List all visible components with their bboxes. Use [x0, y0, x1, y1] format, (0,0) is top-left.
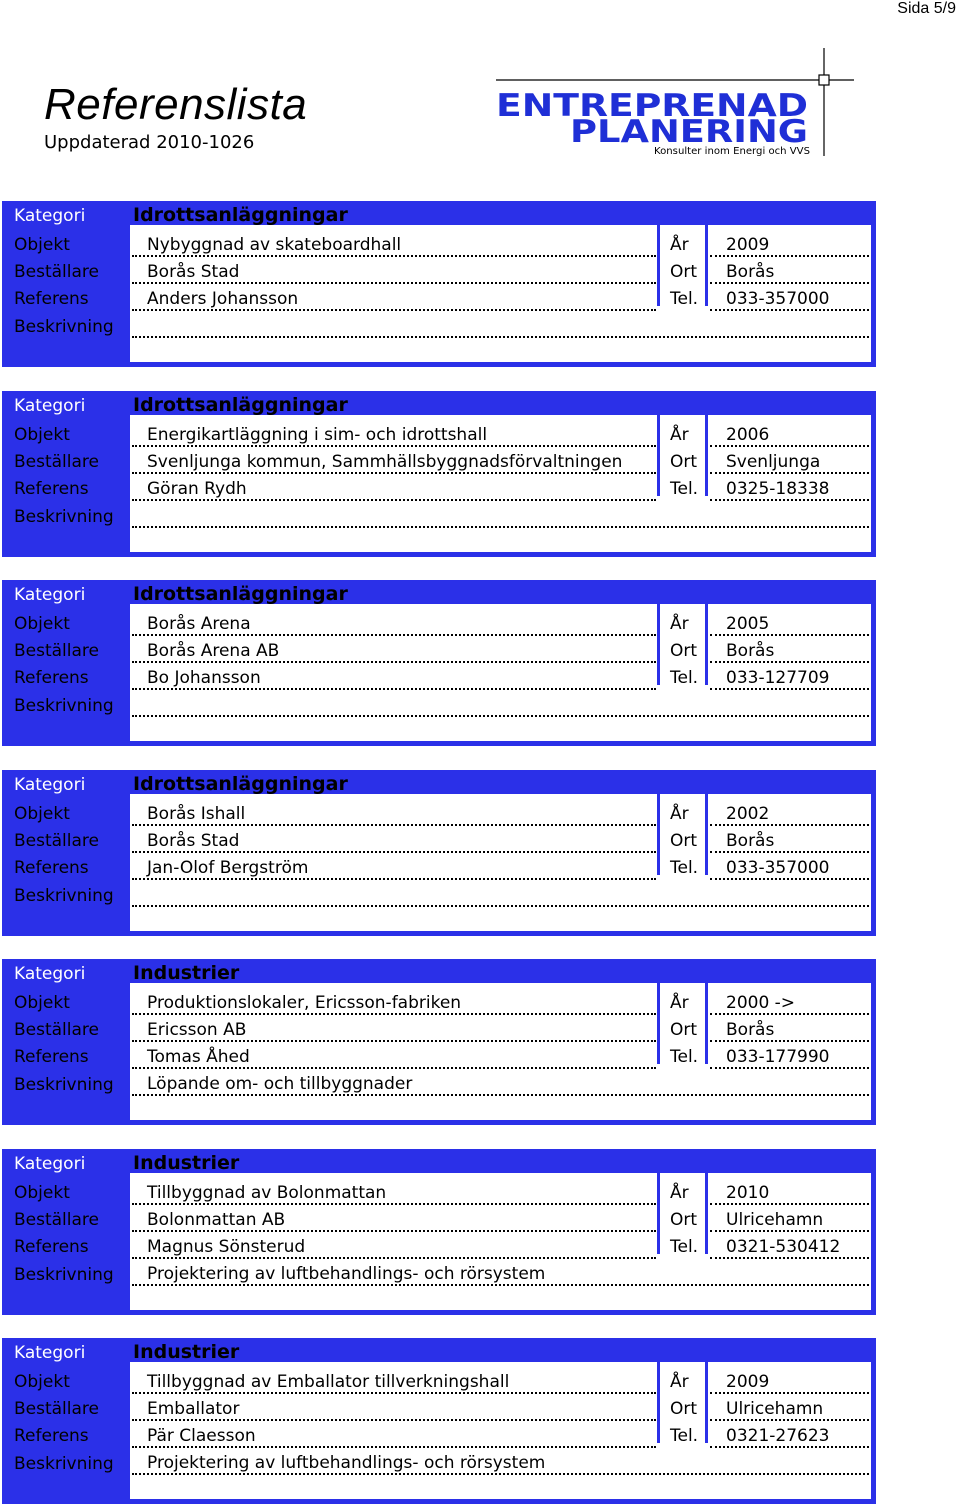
row-divider [710, 499, 869, 501]
label-beskrivning: Beskrivning [14, 1265, 114, 1285]
column-separator-right [705, 1173, 708, 1254]
column-separator-right [705, 415, 708, 496]
label-bestallare: Beställare [14, 452, 99, 472]
label-objekt: Objekt [14, 614, 70, 634]
row-divider [132, 688, 656, 690]
tel-value: 033-177990 [726, 1047, 830, 1067]
row-divider [710, 634, 869, 636]
row-divider [132, 255, 656, 257]
label-tel: Tel. [670, 668, 699, 688]
row-divider [132, 1284, 869, 1286]
kategori-value: Idrottsanläggningar [133, 773, 348, 795]
row-divider [132, 1473, 869, 1475]
label-ort: Ort [670, 452, 698, 472]
column-separator-left [657, 604, 660, 685]
row-divider [132, 634, 656, 636]
company-logo [494, 44, 864, 160]
referens-value: Magnus Sönsterud [147, 1237, 306, 1257]
logo-line2: PLANERING [570, 114, 808, 150]
column-separator-left [657, 794, 660, 875]
label-ar: År [670, 614, 689, 634]
referens-value: Anders Johansson [147, 289, 299, 309]
column-separator-right [705, 225, 708, 306]
row-divider [132, 715, 869, 717]
label-bestallare: Beställare [14, 1020, 99, 1040]
row-divider [132, 282, 656, 284]
objekt-value: Produktionslokaler, Ericsson-fabriken [147, 993, 462, 1013]
label-referens: Referens [14, 289, 89, 309]
label-kategori: Kategori [14, 1154, 86, 1174]
label-kategori: Kategori [14, 206, 86, 226]
referens-value: Bo Johansson [147, 668, 261, 688]
label-tel: Tel. [670, 1426, 699, 1446]
row-divider [710, 1040, 869, 1042]
label-objekt: Objekt [14, 235, 70, 255]
row-divider [132, 661, 656, 663]
column-separator-left [657, 1362, 660, 1443]
row-divider [132, 1067, 656, 1069]
reference-card-4 [2, 770, 876, 936]
label-ort: Ort [670, 1210, 698, 1230]
reference-card-1 [2, 201, 876, 367]
column-separator-right [705, 983, 708, 1064]
tel-value: 0325-18338 [726, 479, 830, 499]
ort-value: Ulricehamn [726, 1210, 824, 1230]
page-number: Sida 5/9 [897, 0, 956, 17]
kategori-value: Idrottsanläggningar [133, 204, 348, 226]
label-tel: Tel. [670, 858, 699, 878]
ar-value: 2009 [726, 235, 770, 255]
row-divider [710, 472, 869, 474]
objekt-value: Borås Ishall [147, 804, 246, 824]
row-divider [132, 905, 869, 907]
label-objekt: Objekt [14, 1183, 70, 1203]
row-divider [132, 526, 869, 528]
label-tel: Tel. [670, 289, 699, 309]
column-separator-left [657, 225, 660, 306]
label-beskrivning: Beskrivning [14, 886, 114, 906]
label-objekt: Objekt [14, 804, 70, 824]
bestallare-value: Borås Stad [147, 831, 240, 851]
tel-value: 0321-27623 [726, 1426, 830, 1446]
bestallare-value: Borås Stad [147, 262, 240, 282]
label-ar: År [670, 235, 689, 255]
ort-value: Borås [726, 831, 775, 851]
label-ar: År [670, 1372, 689, 1392]
row-divider [132, 1257, 656, 1259]
row-divider [710, 445, 869, 447]
label-ar: År [670, 1183, 689, 1203]
referens-value: Jan-Olof Bergström [147, 858, 309, 878]
label-beskrivning: Beskrivning [14, 1075, 114, 1095]
reference-card-6 [2, 1149, 876, 1315]
objekt-value: Energikartläggning i sim- och idrottshall [147, 425, 488, 445]
row-divider [132, 336, 869, 338]
row-divider [710, 1230, 869, 1232]
ar-value: 2009 [726, 1372, 770, 1392]
row-divider [132, 1392, 656, 1394]
objekt-value: Nybyggnad av skateboardhall [147, 235, 402, 255]
logo-tagline: Konsulter inom Energi och VVS [654, 146, 810, 157]
bestallare-value: Borås Arena AB [147, 641, 280, 661]
label-kategori: Kategori [14, 396, 86, 416]
label-tel: Tel. [670, 1237, 699, 1257]
ort-value: Ulricehamn [726, 1399, 824, 1419]
logo-line1: ENTREPRENAD [496, 88, 808, 124]
label-bestallare: Beställare [14, 262, 99, 282]
row-divider [710, 282, 869, 284]
row-divider [132, 1446, 656, 1448]
label-bestallare: Beställare [14, 641, 99, 661]
label-referens: Referens [14, 1237, 89, 1257]
row-divider [132, 1013, 656, 1015]
row-divider [132, 1203, 656, 1205]
reference-card-5 [2, 959, 876, 1125]
label-referens: Referens [14, 668, 89, 688]
row-divider [132, 445, 656, 447]
label-objekt: Objekt [14, 1372, 70, 1392]
kategori-value: Idrottsanläggningar [133, 583, 348, 605]
label-referens: Referens [14, 1047, 89, 1067]
label-tel: Tel. [670, 479, 699, 499]
ar-value: 2002 [726, 804, 770, 824]
kategori-value: Industrier [133, 1341, 240, 1363]
label-referens: Referens [14, 858, 89, 878]
row-divider [132, 499, 656, 501]
row-divider [710, 255, 869, 257]
kategori-value: Idrottsanläggningar [133, 394, 348, 416]
column-separator-left [657, 983, 660, 1064]
column-separator-right [705, 604, 708, 685]
bestallare-value: Ericsson AB [147, 1020, 247, 1040]
row-divider [710, 1013, 869, 1015]
label-ar: År [670, 993, 689, 1013]
row-divider [132, 878, 656, 880]
label-objekt: Objekt [14, 993, 70, 1013]
referens-value: Pär Claesson [147, 1426, 256, 1446]
ar-value: 2006 [726, 425, 770, 445]
ar-value: 2010 [726, 1183, 770, 1203]
row-divider [710, 661, 869, 663]
reference-card-3 [2, 580, 876, 746]
row-divider [710, 1257, 869, 1259]
page-subtitle: Uppdaterad 2010-1026 [44, 132, 255, 153]
tel-value: 033-357000 [726, 858, 830, 878]
kategori-value: Industrier [133, 1152, 240, 1174]
row-divider [710, 1203, 869, 1205]
tel-value: 033-357000 [726, 289, 830, 309]
label-referens: Referens [14, 1426, 89, 1446]
label-kategori: Kategori [14, 964, 86, 984]
label-tel: Tel. [670, 1047, 699, 1067]
reference-card-7 [2, 1338, 876, 1504]
referens-value: Göran Rydh [147, 479, 247, 499]
ort-value: Borås [726, 262, 775, 282]
label-ort: Ort [670, 641, 698, 661]
row-divider [132, 1094, 869, 1096]
reference-card-2 [2, 391, 876, 557]
label-referens: Referens [14, 479, 89, 499]
tel-value: 033-127709 [726, 668, 830, 688]
label-ar: År [670, 425, 689, 445]
row-divider [710, 1419, 869, 1421]
objekt-value: Tillbyggnad av Bolonmattan [147, 1183, 387, 1203]
label-ort: Ort [670, 1020, 698, 1040]
label-bestallare: Beställare [14, 1399, 99, 1419]
kategori-value: Industrier [133, 962, 240, 984]
column-separator-right [705, 794, 708, 875]
row-divider [710, 824, 869, 826]
row-divider [710, 1392, 869, 1394]
label-bestallare: Beställare [14, 831, 99, 851]
label-ort: Ort [670, 1399, 698, 1419]
referens-value: Tomas Åhed [147, 1047, 250, 1067]
column-separator-left [657, 415, 660, 496]
row-divider [132, 1040, 656, 1042]
row-divider [710, 688, 869, 690]
row-divider [132, 824, 656, 826]
label-ort: Ort [670, 262, 698, 282]
column-separator-left [657, 1173, 660, 1254]
label-bestallare: Beställare [14, 1210, 99, 1230]
label-beskrivning: Beskrivning [14, 1454, 114, 1474]
row-divider [132, 851, 656, 853]
page-title: Referenslista [44, 80, 308, 129]
label-beskrivning: Beskrivning [14, 696, 114, 716]
ort-value: Borås [726, 1020, 775, 1040]
ar-value: 2000 -> [726, 993, 796, 1013]
label-kategori: Kategori [14, 585, 86, 605]
beskrivning-value: Projektering av luftbehandlings- och rörsystem [147, 1453, 546, 1473]
row-divider [132, 1419, 656, 1421]
objekt-value: Borås Arena [147, 614, 251, 634]
row-divider [132, 1230, 656, 1232]
label-kategori: Kategori [14, 1343, 86, 1363]
row-divider [710, 1446, 869, 1448]
row-divider [710, 851, 869, 853]
ort-value: Borås [726, 641, 775, 661]
label-beskrivning: Beskrivning [14, 507, 114, 527]
row-divider [132, 472, 656, 474]
ort-value: Svenljunga [726, 452, 821, 472]
beskrivning-value: Löpande om- och tillbyggnader [147, 1074, 413, 1094]
row-divider [710, 878, 869, 880]
row-divider [132, 309, 656, 311]
row-divider [710, 1067, 869, 1069]
bestallare-value: Svenljunga kommun, Sammhällsbyggnadsförvaltningen [147, 452, 623, 472]
beskrivning-value: Projektering av luftbehandlings- och rörsystem [147, 1264, 546, 1284]
label-objekt: Objekt [14, 425, 70, 445]
label-ort: Ort [670, 831, 698, 851]
bestallare-value: Emballator [147, 1399, 240, 1419]
row-divider [710, 309, 869, 311]
label-ar: År [670, 804, 689, 824]
label-beskrivning: Beskrivning [14, 317, 114, 337]
column-separator-right [705, 1362, 708, 1443]
tel-value: 0321-530412 [726, 1237, 841, 1257]
ar-value: 2005 [726, 614, 770, 634]
label-kategori: Kategori [14, 775, 86, 795]
objekt-value: Tillbyggnad av Emballator tillverkningshall [147, 1372, 510, 1392]
bestallare-value: Bolonmattan AB [147, 1210, 286, 1230]
